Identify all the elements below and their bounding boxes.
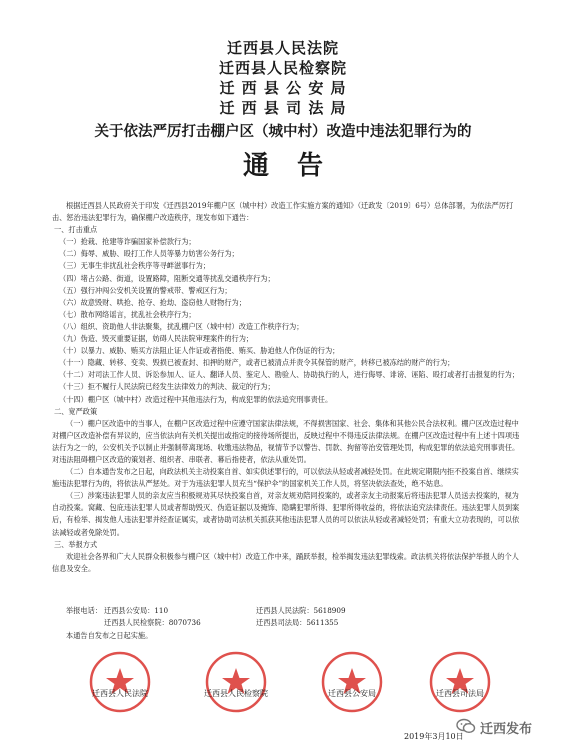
section1-heading: 一、打击重点 xyxy=(54,225,98,235)
list-item: （七）散布网络谣言，扰乱社会秩序行为； xyxy=(59,309,196,319)
wechat-icon xyxy=(456,716,476,736)
section3-heading: 三、举报方式 xyxy=(54,539,98,549)
list-item: （十二）对司法工作人员、诉讼参加人、证人、翻译人员、鉴定人、勘验人、协助执行的人，进行侮辱、诽谤、诬陷、殴打或者打击报复的行为； xyxy=(59,370,520,380)
court-seal-icon xyxy=(88,650,152,714)
list-item: （八）组织、资助他人非法聚集，扰乱棚户区（城中村）改造工作秩序行为； xyxy=(59,321,304,331)
hotline-public-security: 迁西县公安局：110 xyxy=(104,606,169,615)
notice-title: 通告 xyxy=(242,151,351,181)
list-item: （九）伪造、毁灭重要证据，妨碍人民法院审理案件的行为； xyxy=(59,334,254,344)
issuer-procuratorate: 迁西县人民检察院 xyxy=(218,59,347,77)
report-paragraph: 欢迎社会各界和广大人民群众积极参与棚户区（城中村）改造工作中来，踊跃举报，检举揭发违法犯罪线索。政法机关将依法保护举报人的个人信息及安全。 xyxy=(52,551,519,573)
policy-paragraph: （二）自本通告发布之日起，向政法机关主动投案自首、如实供述罪行的，可以依法从轻或者减轻处罚。在此规定期限内拒不投案自首、继续实施违法犯罪行为的，将依法从严惩处。对于为违法犯罪人员充当“保护伞”的国家机关工作人员，将坚决依法查处，绝不姑息。 xyxy=(52,467,519,489)
seal-label-justice: 迁西县司法局 xyxy=(436,689,484,698)
seal-label-court: 迁西县人民法院 xyxy=(92,689,148,698)
notice-body xyxy=(52,200,522,575)
section2-heading: 二、宽严政策 xyxy=(54,406,98,416)
list-item: （六）故意毁财、哄抢、抢夺、抢劫、盗窃他人财物行为； xyxy=(59,297,246,307)
list-item: （十一）隐藏、转移、变卖、毁损已被查封、扣押的财产，或者已被清点并责令其保管的财产，转移已被冻结的财产的行为； xyxy=(59,358,455,368)
policy-paragraph: （一）棚户区改造中的当事人，在棚户区改造过程中应遵守国家法律法规，不得损害国家、社会、集体和其他公民合法权利。棚户区改造过程中对棚户区改造补偿有异议的，应当依法向有关机关提出或指定的接待场所提出，反映过程中不得违反法律法规。在棚户区改造过程中有上述十四项违法行为之一的，公安机关予以制止并强制带离现场、收缴违法物品，视情节予以警告、罚款、拘留等治安管理处罚，构成犯罪的依法追究刑事责任。对违法阻碍棚户区改造的策划者、组织者、串联者、幕后指使者，依法从重处罚。 xyxy=(52,418,520,464)
procuratorate-seal-icon xyxy=(204,650,268,714)
list-item: （三）无事生非扰乱社会秩序等寻衅滋事行为； xyxy=(59,261,210,271)
public-security-seal-icon xyxy=(320,650,384,714)
list-item: （五）强行冲闯公安机关设置的警戒带、警戒区行为； xyxy=(59,285,232,295)
justice-seal-icon xyxy=(428,650,492,714)
signature-row xyxy=(60,650,520,730)
notice-subject: 关于依法严厉打击棚户区（城中村）改造中违法犯罪行为的 xyxy=(94,124,472,140)
seal-label-public-security: 迁西县公安局 xyxy=(328,689,376,698)
watermark-text: 迁西发布 xyxy=(480,722,533,737)
issuing-agencies xyxy=(0,38,566,118)
list-item: （四）堵占公路、街道，设置路障，阻断交通等扰乱交通秩序行为； xyxy=(59,273,275,283)
issuer-justice: 迁 西 县 司 法 局 xyxy=(219,99,347,117)
list-item: （二）侮辱、威胁、殴打工作人员等暴力妨害公务行为； xyxy=(59,249,239,259)
issue-date: 2019年3月10日 xyxy=(404,732,464,741)
hotline-procuratorate: 迁西县人民检察院：8070736 xyxy=(104,618,201,627)
intro-paragraph: 根据迁西县人民政府关于印发《迁西县2019年棚户区（城中村）改造工作实施方案的通知》（迁政发〔2019〕6号）总体部署，为依法严厉打击、惩治违法犯罪行为，确保棚户改造秩序，现发布如下通告： xyxy=(52,201,514,223)
policy-paragraph: （三）涉案违法犯罪人员的亲友应当积极规劝其尽快投案自首，对亲友规劝陪同投案的，或者亲友主动报案后将违法犯罪人员送去投案的，视为自动投案。窝藏、包庇违法犯罪人员或者帮助毁灭、伪造证据以及掩饰、隐瞒犯罪所得、犯罪所得收益的，将依法追究法律责任。违法犯罪人员到案后，有检举、揭发他人违法犯罪并经查证属实，或者协助司法机关抓获其他违法犯罪人员的可以依法从轻或者减轻处罚；有重大立功表现的，可以依法减轻或者免除处罚。 xyxy=(52,491,520,537)
hotline-justice: 迁西县司法局：5611355 xyxy=(256,618,339,627)
list-item: （十）以暴力、威胁、贿买方法阻止证人作证或者指使、贿买、胁迫他人作伪证的行为； xyxy=(59,346,340,356)
publisher-watermark xyxy=(456,716,556,740)
list-item: （一）抢栽、抢建等诈骗国家补偿款行为； xyxy=(59,237,196,247)
issuer-public-security: 迁 西 县 公 安 局 xyxy=(219,79,347,97)
issuer-court: 迁西县人民法院 xyxy=(226,39,339,57)
list-item: （十四）棚户区（城中村）改造过程中其他违法行为，构成犯罪的依法追究刑事责任。 xyxy=(59,394,333,404)
hotline-label: 举报电话： xyxy=(66,606,102,615)
hotline-court: 迁西县人民法院：5618909 xyxy=(256,606,346,615)
seal-label-procuratorate: 迁西县人民检察院 xyxy=(204,689,268,698)
list-item: （十三）拒不履行人民法院已经发生法律效力的判决、裁定的行为； xyxy=(59,382,275,392)
effective-statement: 本通告自发布之日起实施。 xyxy=(66,631,153,640)
